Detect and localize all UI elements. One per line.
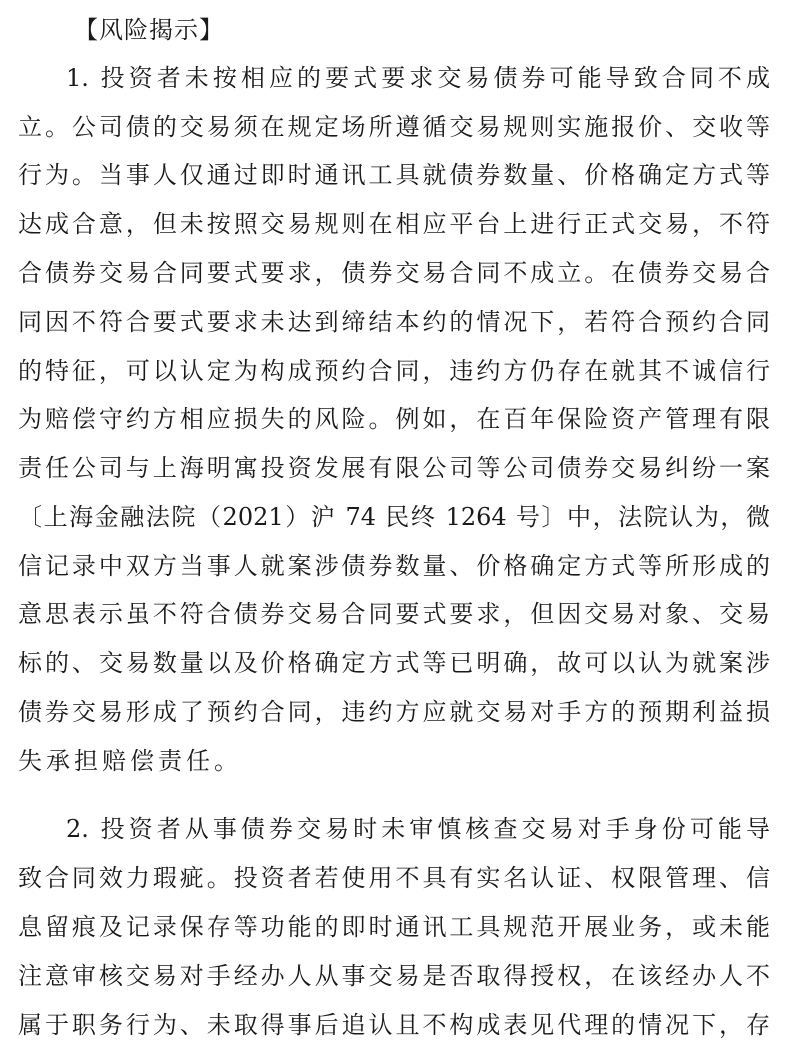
paragraph-1-line: 信记录中双方当事人就案涉债券数量、价格确定方式等所形成的 (18, 552, 770, 580)
paragraph-1-line: 〔上海金融法院（2021）沪 74 民终 1264 号〕中，法院认为，微 (18, 503, 770, 531)
paragraph-1-line: 立。公司债的交易须在规定场所遵循交易规则实施报价、交收等 (18, 113, 770, 141)
section-heading: 【风险揭示】 (74, 16, 224, 44)
paragraph-1-line: 为赔偿守约方相应损失的风险。例如，在百年保险资产管理有限 (18, 405, 770, 433)
paragraph-2-line: 属于职务行为、未取得事后追认且不构成表见代理的情况下，存 (18, 1011, 770, 1039)
paragraph-1-line: 失承担赔偿责任。 (18, 747, 242, 775)
paragraph-1-line: 责任公司与上海明寓投资发展有限公司等公司债券交易纠纷一案 (18, 454, 770, 482)
paragraph-2-line: 2. 投资者从事债券交易时未审慎核查交易对手身份可能导 (66, 815, 770, 843)
paragraph-1-line: 债券交易形成了预约合同，违约方应就交易对手方的预期利益损 (18, 698, 770, 726)
paragraph-1-line: 行为。当事人仅通过即时通讯工具就债券数量、价格确定方式等 (18, 161, 770, 189)
paragraph-1-line: 达成合意，但未按照交易规则在相应平台上进行正式交易，不符 (18, 210, 770, 238)
paragraph-2-line: 致合同效力瑕疵。投资者若使用不具有实名认证、权限管理、信 (18, 864, 770, 892)
paragraph-1-line: 标的、交易数量以及价格确定方式等已明确，故可以认为就案涉 (18, 649, 770, 677)
paragraph-1-line: 1. 投资者未按相应的要式要求交易债券可能导致合同不成 (66, 64, 770, 92)
paragraph-1-line: 合债券交易合同要式要求，债券交易合同不成立。在债券交易合 (18, 259, 770, 287)
paragraph-1-line: 同因不符合要式要求未达到缔结本约的情况下，若符合预约合同 (18, 308, 770, 336)
paragraph-2-line: 息留痕及记录保存等功能的即时通讯工具规范开展业务，或未能 (18, 913, 770, 941)
paragraph-1-line: 意思表示虽不符合债券交易合同要式要求，但因交易对象、交易 (18, 600, 770, 628)
paragraph-1-line: 的特征，可以认定为构成预约合同，违约方仍存在就其不诚信行 (18, 357, 770, 385)
paragraph-2-line: 注意审核交易对手经办人从事交易是否取得授权，在该经办人不 (18, 962, 770, 990)
